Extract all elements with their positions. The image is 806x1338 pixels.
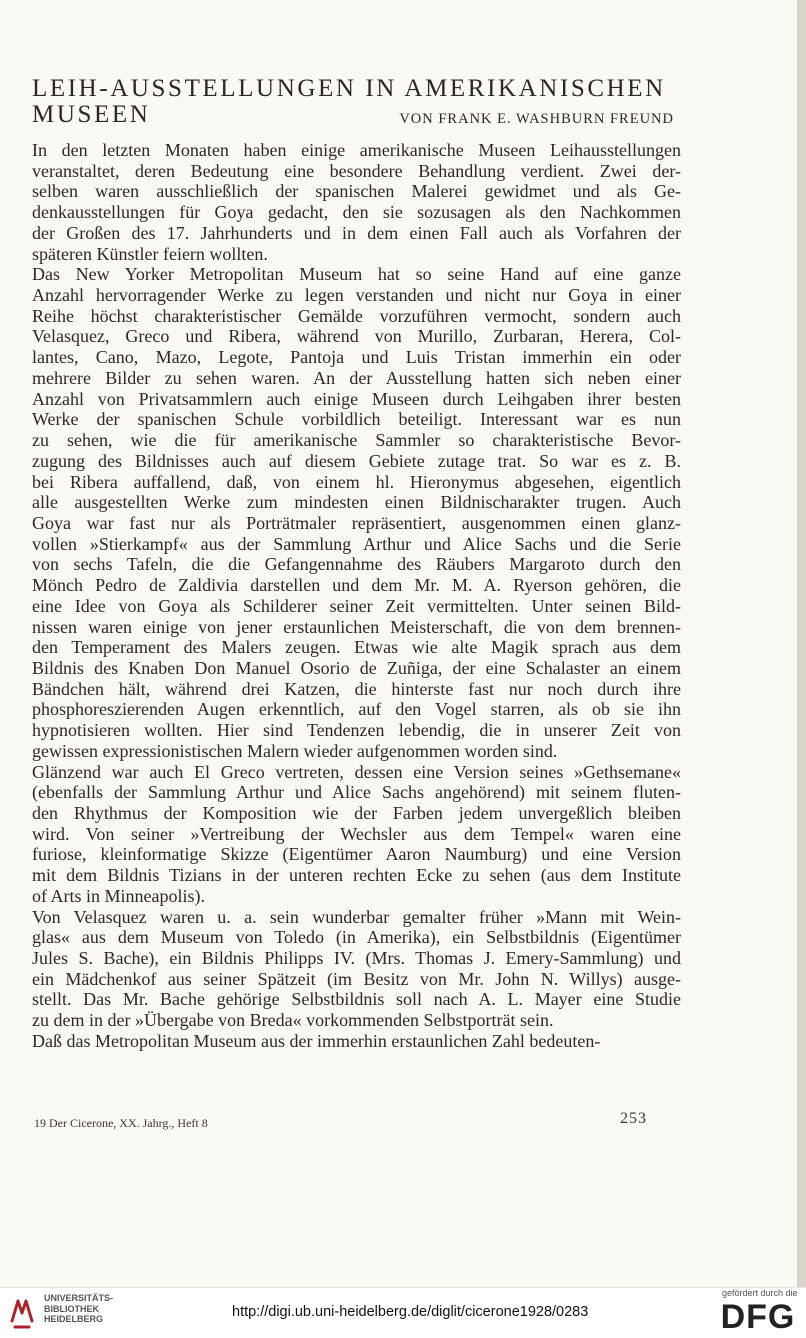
text-line: Velasquez, Greco und Ribera, während von Murillo, Zurbaran, Herera, Col- [32,326,681,347]
text-line: hypnotisieren wollten. Hier sind Tendenzen lebendig, die in unserer Zeit von [32,720,681,741]
dfg-logo-text: DFG [720,1298,796,1333]
page-number: 253 [620,1110,647,1127]
article-title-line-1: LEIH-AUSSTELLUNGEN IN AMERIKANISCHEN [32,75,666,102]
text-line: selben waren ausschließlich der spanischen Malerei gewidmet und als Ge- [32,181,681,202]
text-line: der Großen des 17. Jahrhunderts und in dem einen Fall auch als Vorfahren der [32,222,681,243]
text-line: eine Idee von Goya als Schilderer seiner Zeit vermittelten. Unter seinen Bild- [32,595,681,616]
text-line: späteren Künstler feiern wollten. [32,243,268,264]
text-line: gewissen expressionistischen Malern wieder aufgenommen worden sind. [32,740,558,761]
text-line: zu sehen, wie die für amerikanische Sammler so charakteristische Bevor- [32,430,681,451]
text-line: Goya war fast nur als Porträtmaler repräsentiert, ausgenommen einen glanz- [32,512,681,533]
paragraph [32,1031,681,1052]
text-line: Jules S. Bache), ein Bildnis Philipps IV. (Mrs. Thomas J. Emery-Sammlung) und [32,948,681,969]
university-library-name[interactable] [44,1293,113,1325]
library-name-line: UNIVERSITÄTS- [44,1293,114,1303]
text-line: lantes, Cano, Mazo, Legote, Pantoja und Luis Tristan immerhin ein oder [32,347,681,368]
sponsor-label: gefördert durch die [722,1288,798,1298]
text-line: Werke der spanischen Schule vorbildlich beteiligt. Interessant war es nun [32,409,681,430]
text-line: phosphoreszierenden Augen erkenntlich, auf den Vogel starren, als ob sie ihn [32,699,681,720]
dfg-logo-icon[interactable] [716,1297,800,1333]
text-line: furiose, kleinformatige Skizze (Eigentümer Aaron Naumburg) und eine Version [32,844,681,865]
article-body [32,140,681,1052]
paragraph [32,907,681,1031]
text-line: of Arts in Minneapolis). [32,885,205,906]
text-line: den Temperament des Malers zeugen. Etwas wie alte Magik sprach aus dem [32,637,681,658]
page-edge-shadow [797,0,806,1287]
text-line: bei Ribera auffallend, daß, von einem hl. Hieronymus abgesehen, eigentlich [32,471,681,492]
text-line: Das New Yorker Metropolitan Museum hat so seine Hand auf eine ganze [32,264,681,285]
text-line: alle ausgestellten Werke zum mindesten einen Bildnischarakter trugen. Auch [32,492,681,513]
text-line: von sechs Tafeln, die die Gefangennahme des Räubers Margaroto durch den [32,554,681,575]
text-line: Mönch Pedro de Zaldivia darstellen und dem Mr. M. A. Ryerson gehören, die [32,575,681,596]
text-line: (ebenfalls der Sammlung Arthur und Alice Sachs angehörend) mit seinem fluten- [32,782,681,803]
text-line: mehrere Bilder zu sehen waren. An der Ausstellung hatten sich neben einer [32,367,681,388]
text-line: mit dem Bildnis Tizians in der unteren rechten Ecke zu sehen (aus dem Institute [32,865,681,886]
text-line: Anzahl von Privatsammlern auch einige Museen durch Leihgaben ihrer besten [32,388,681,409]
article-byline: VON FRANK E. WASHBURN FREUND [399,111,674,127]
text-line: ein Mädchenkof aus seiner Spätzeit (im Besitz von Mr. John N. Willys) ausge- [32,968,681,989]
article-title-line-2: MUSEEN [32,101,151,128]
text-line: nissen waren einige von jener erstaunlichen Meisterschaft, die von dem brennen- [32,616,681,637]
paragraph [32,140,681,264]
paragraph [32,762,681,907]
text-line: Bildnis des Knaben Don Manuel Osorio de Zuñiga, der eine Schalaster an einem [32,657,681,678]
text-line: Reihe höchst charakteristischer Gemälde vorzuführen vermocht, sondern auch [32,305,681,326]
text-line: Anzahl hervorragender Werke zu legen verstanden und nicht nur Goya in einer [32,285,681,306]
library-name-line: BIBLIOTHEK [44,1303,99,1314]
text-line: Bändchen hält, während drei Katzen, die hinterste fast nur noch durch ihre [32,678,681,699]
paragraph [32,264,681,761]
text-line: Von Velasquez waren u. a. sein wunderbar gemalter früher »Mann mit Wein- [32,906,681,927]
text-line: den Rhythmus der Komposition wie der Farben jedem unvergeßlich bleiben [32,803,681,823]
text-line: vollen »Stierkampf« aus der Sammlung Arthur und Alice Sachs und die Serie [32,533,681,554]
text-line: zugung des Bildnisses auch auf diesem Gebiete zutage trat. So war es z. B. [32,450,681,471]
text-line: glas« aus dem Museum von Toledo (in Amerika), ein Selbstbildnis (Eigentümer [32,927,681,948]
text-line: wird. Von seiner »Vertreibung der Wechsler aus dem Tempel« waren eine [32,823,681,844]
text-line: zu dem in der »Übergabe von Breda« vorkommenden Selbstporträt sein. [32,1010,554,1031]
text-line: Glänzend war auch El Greco vertreten, dessen eine Version seines »Gethsemane« [32,761,681,782]
permalink-url[interactable]: http://digi.ub.uni-heidelberg.de/diglit/cicerone1928/0283 [232,1304,589,1320]
text-line: In den letzten Monaten haben einige amerikanische Museen Leihausstellungen [32,140,681,160]
text-line: veranstaltet, deren Bedeutung eine besondere Behandlung verdient. Zwei der- [32,160,681,181]
page-signature: 19 Der Cicerone, XX. Jahrg., Heft 8 [34,1116,208,1130]
library-name-line: HEIDELBERG [44,1314,104,1324]
text-line: denkausstellungen für Goya gedacht, den sie sozusagen als den Nachkommen [32,202,681,223]
text-line: stellt. Das Mr. Bache gehörige Selbstbildnis soll nach A. L. Mayer eine Studie [32,989,681,1010]
university-library-logo-icon[interactable] [8,1291,36,1333]
text-line: Daß das Metropolitan Museum aus der immerhin erstaunlichen Zahl bedeuten- [32,1030,601,1051]
